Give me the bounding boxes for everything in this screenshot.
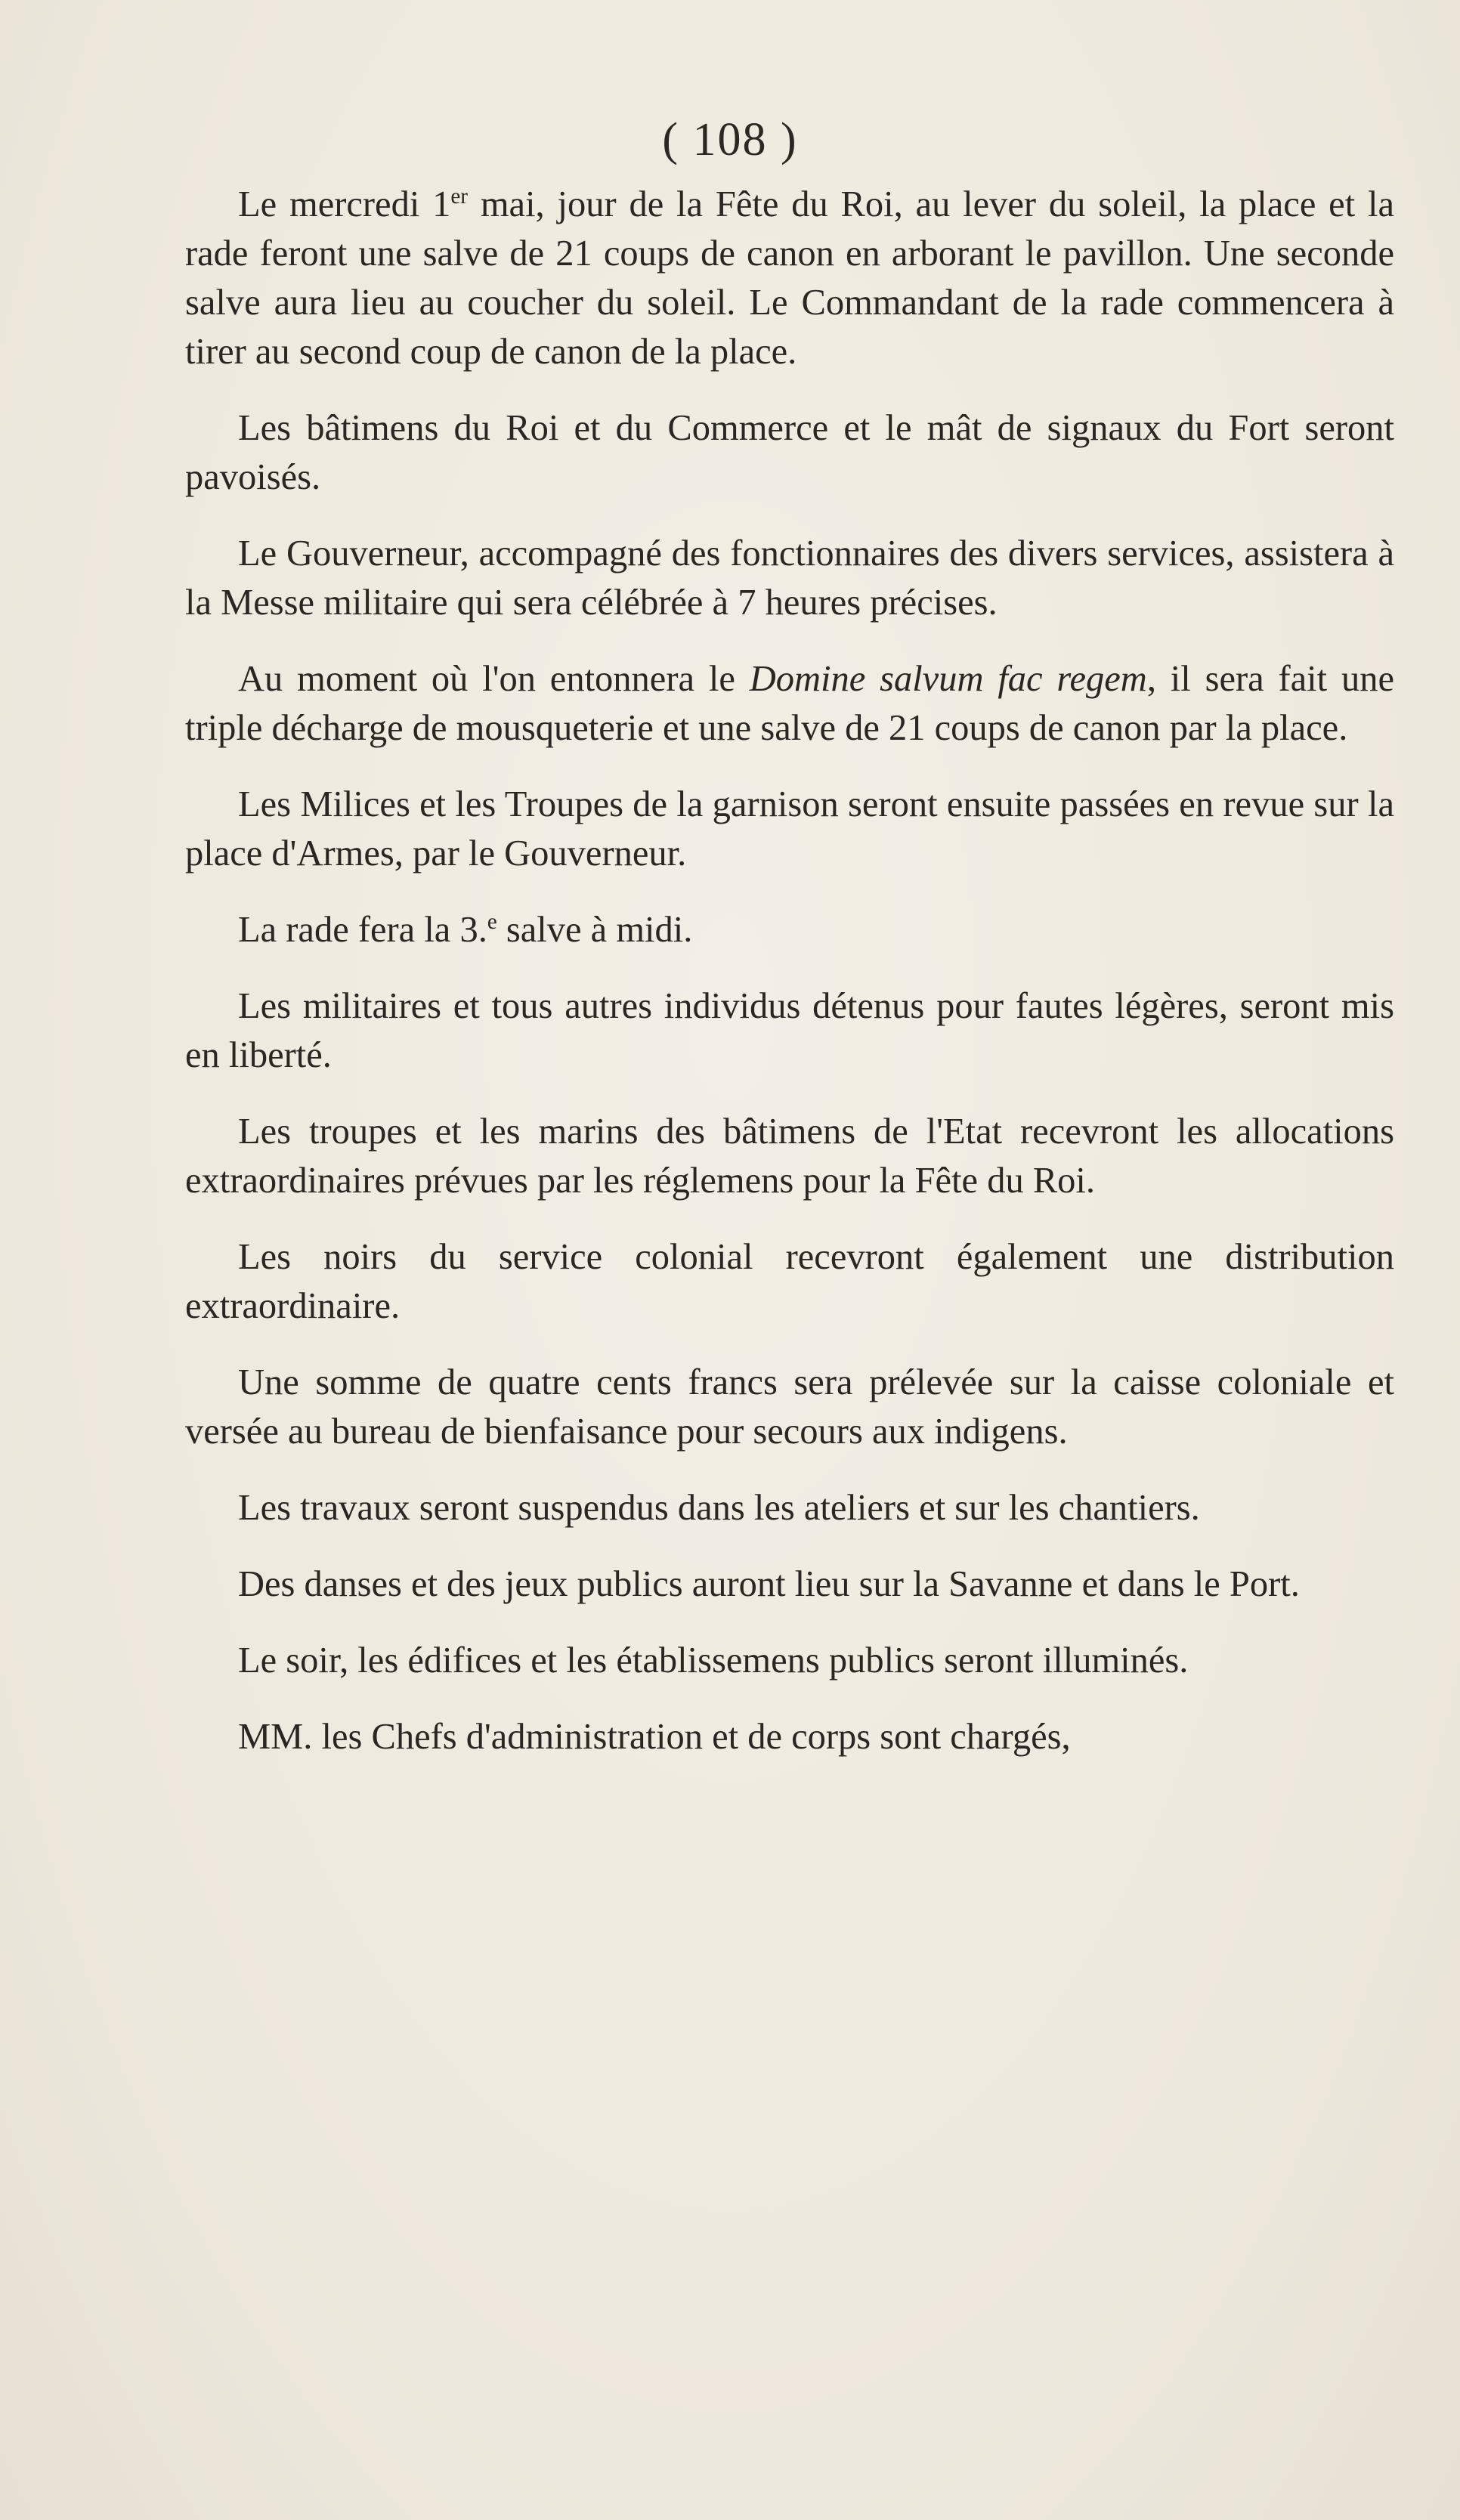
- paragraph-9: Les noirs du service colonial recevront également une distribution extraordinaire.: [185, 1237, 1394, 1326]
- paragraph-11: Les travaux seront suspendus dans les ateliers et sur les chantiers.: [238, 1488, 1200, 1528]
- paragraph-4-part-a: Au moment où l'on entonnera le: [238, 659, 750, 699]
- paragraph-1-superscript: er: [450, 184, 468, 209]
- paragraph-1-part-a: Le mercredi 1: [238, 184, 451, 224]
- paragraph-8: Les troupes et les marins des bâtimens de l'Etat recevront les allocations extraordinaires prévues par les réglemens pour la Fête du Roi.: [185, 1112, 1394, 1201]
- paragraph-6-part-b: salve à midi.: [496, 910, 693, 950]
- paragraph-7: Les militaires et tous autres individus détenus pour fautes légères, seront mis en liberté.: [185, 986, 1394, 1075]
- paragraph-3: Le Gouverneur, accompagné des fonctionnaires des divers services, assistera à la Messe militaire qui sera célébrée à 7 heures précises.: [185, 533, 1394, 623]
- paragraph-14: MM. les Chefs d'administration et de corps sont chargés,: [238, 1717, 1071, 1757]
- paragraph-4-latin-phrase: Domine salvum fac regem: [749, 659, 1147, 699]
- paragraph-4: [185, 654, 1394, 753]
- body-text: [185, 180, 1394, 1761]
- paragraph-10: Une somme de quatre cents francs sera prélevée sur la caisse coloniale et versée au bureau de bienfaisance pour secours aux indigens.: [185, 1362, 1394, 1452]
- paragraph-6-superscript: e: [487, 909, 497, 934]
- paragraph-13: Le soir, les édifices et les établissemens publics seront illuminés.: [238, 1640, 1189, 1681]
- paragraph-4-part-b: , il sera fait une triple décharge de mousqueterie et une salve de 21 coups de canon par la place.: [185, 659, 1394, 748]
- paragraph-1-part-b: mai, jour de la Fête du Roi, au lever du soleil, la place et la rade feront une salve de 21 coups de canon en arborant le pavillon. Une seconde salve aura lieu au coucher du soleil. Le Commandant de la rade commencera à tirer au second coup de canon de la place.: [185, 184, 1395, 372]
- paragraph-5: Les Milices et les Troupes de la garnison seront ensuite passées en revue sur la place d'Armes, par le Gouverneur.: [185, 784, 1394, 873]
- page-number: ( 108 ): [662, 114, 798, 165]
- paragraph-2: Les bâtimens du Roi et du Commerce et le mât de signaux du Fort seront pavoisés.: [185, 408, 1394, 497]
- paragraph-12: Des danses et des jeux publics auront lieu sur la Savanne et dans le Port.: [238, 1564, 1300, 1604]
- paragraph-6-part-a: La rade fera la 3.: [238, 910, 487, 950]
- paragraph-1: [185, 180, 1394, 376]
- paragraph-6: [185, 905, 1394, 954]
